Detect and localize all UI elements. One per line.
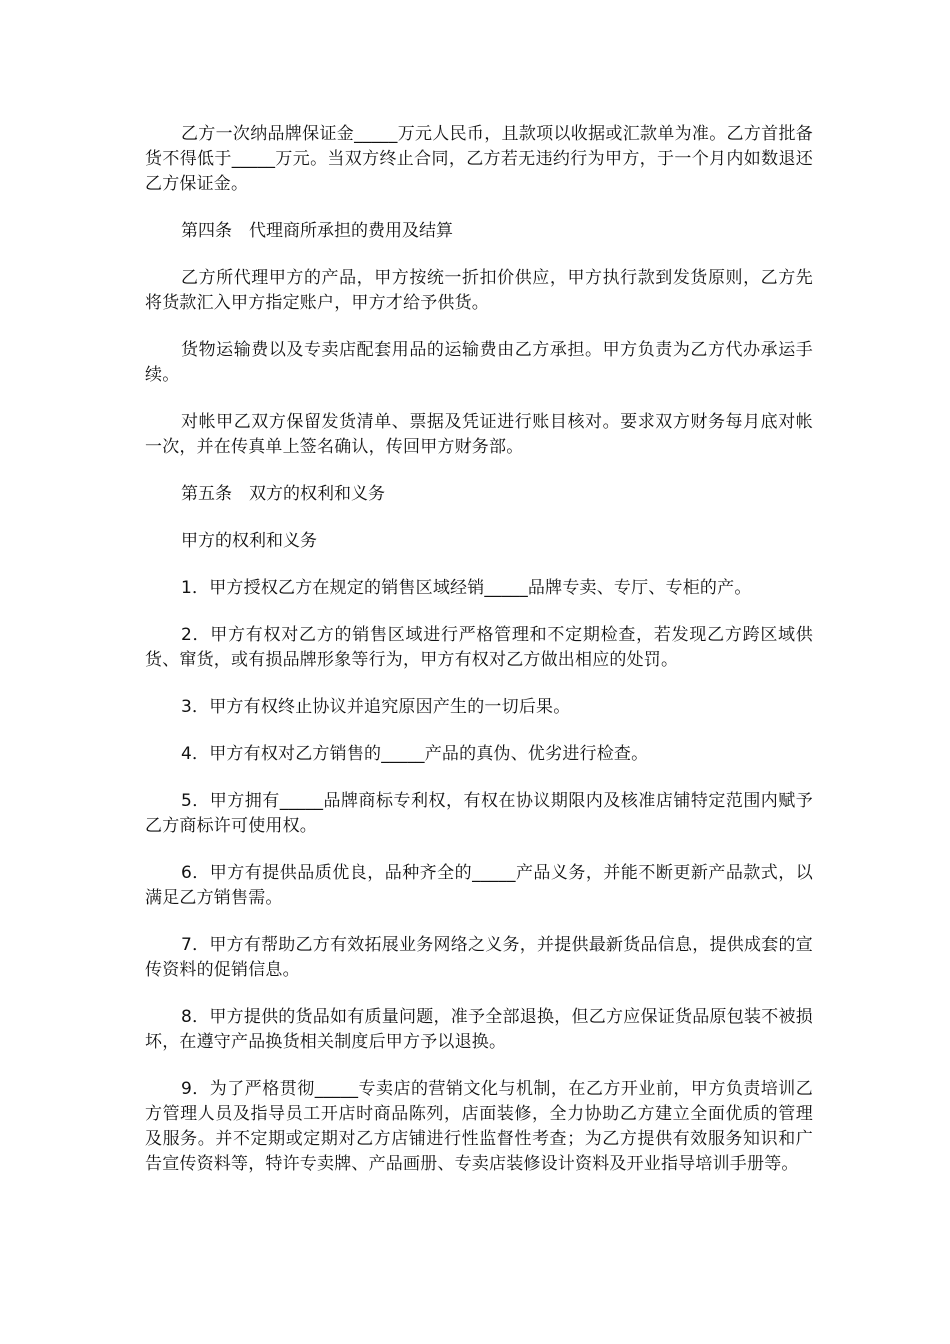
deposit-paragraph: 乙方一次纳品牌保证金_____万元人民币，且款项以收据或汇款单为准。乙方首批备货不得低于_____万元。当双方终止合同，乙方若无违约行为甲方，于一个月内如数退还乙方保证金。 bbox=[145, 124, 813, 194]
clause-7: 7．甲方有帮助乙方有效拓展业务网络之义务，并提供最新货品信息，提供成套的宣传资料的促销信息。 bbox=[145, 935, 813, 980]
clause-6: 6．甲方有提供品质优良，品种齐全的_____产品义务，并能不断更新产品款式，以满足乙方销售需。 bbox=[145, 863, 813, 908]
clause-2: 2．甲方有权对乙方的销售区域进行严格管理和不定期检查，若发现乙方跨区域供货、窜货，或有损品牌形象等行为，甲方有权对乙方做出相应的处罚。 bbox=[145, 625, 813, 670]
clause-3: 3．甲方有权终止协议并追究原因产生的一切后果。 bbox=[181, 697, 571, 717]
shipping-paragraph: 货物运输费以及专卖店配套用品的运输费由乙方承担。甲方负责为乙方代办承运手续。 bbox=[145, 340, 813, 385]
article-5-heading: 第五条 双方的权利和义务 bbox=[181, 484, 385, 504]
pricing-paragraph: 乙方所代理甲方的产品，甲方按统一折扣价供应，甲方执行款到发货原则，乙方先将货款汇入甲方指定账户，甲方才给予供货。 bbox=[145, 268, 813, 313]
clause-1: 1．甲方授权乙方在规定的销售区域经销_____品牌专卖、专厅、专柜的产。 bbox=[181, 578, 752, 598]
reconciliation-paragraph: 对帐甲乙双方保留发货清单、票据及凭证进行账目核对。要求双方财务每月底对帐一次，并在传真单上签名确认，传回甲方财务部。 bbox=[145, 412, 813, 457]
party-a-subheading: 甲方的权利和义务 bbox=[181, 531, 317, 551]
clause-5: 5．甲方拥有_____品牌商标专利权，有权在协议期限内及核准店铺特定范围内赋予乙方商标许可使用权。 bbox=[145, 791, 813, 836]
clause-8: 8．甲方提供的货品如有质量问题，准予全部退换，但乙方应保证货品原包装不被损坏，在遵守产品换货相关制度后甲方予以退换。 bbox=[145, 1007, 813, 1052]
clause-9: 9．为了严格贯彻_____专卖店的营销文化与机制，在乙方开业前，甲方负责培训乙方管理人员及指导员工开店时商品陈列，店面装修，全力协助乙方建立全面优质的管理及服务。并不定期或定期对乙方店铺进行性监督性考查；为乙方提供有效服务知识和广告宣传资料等，特许专卖牌、产品画册、专卖店装修设计资料及开业指导培训手册等。 bbox=[145, 1079, 813, 1174]
clause-4: 4．甲方有权对乙方销售的_____产品的真伪、优劣进行检查。 bbox=[181, 744, 649, 764]
document-page bbox=[145, 122, 813, 1199]
article-4-heading: 第四条 代理商所承担的费用及结算 bbox=[181, 221, 453, 241]
